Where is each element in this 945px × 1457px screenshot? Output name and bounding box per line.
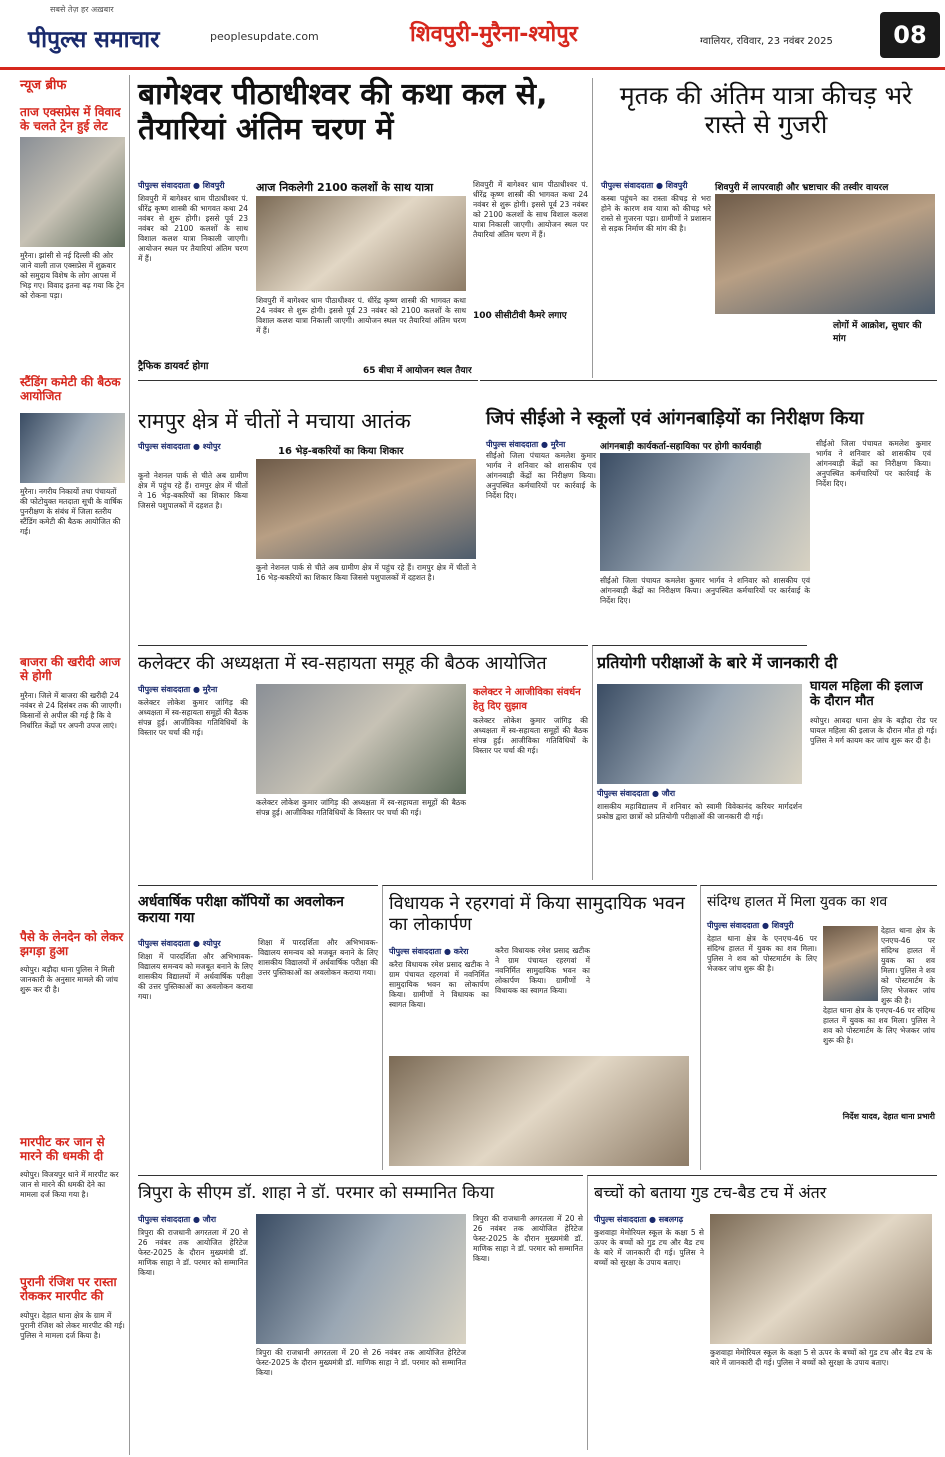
story-text: सीईओ जिला पंचायत कमलेश कुमार भार्गव ने शनिवार को शासकीय एवं आंगनबाड़ी केंद्रों का निरीक्षण किया। अनुपस्थित कर्मचारियों पर कार्रवाई के निर्देश दिए। (816, 439, 931, 488)
story-text: करैरा विधायक रमेश प्रसाद खटीक ने ग्राम पंचायत रहरगवां में नवनिर्मित सामुदायिक भवन का लोकार्पण किया। ग्रामीणों ने विधायक का स्वागत किया। (389, 960, 489, 1009)
ghayal-story (810, 680, 937, 880)
byline: पीपुल्स संवाददाता ● शिवपुरी (601, 181, 688, 190)
rampur-story (138, 380, 478, 640)
headline: अर्धवार्षिक परीक्षा कॉपियों का अवलोकन कराया गया (138, 894, 344, 927)
brief-text: मुरैना। झांसी से नई दिल्ली की ओर जाने वाली ताज एक्सप्रेस में शुक्रवार को समुदाय विशेष के लोग आपस में भिड़ गए। विवाद इतना बढ़ गया कि ट्रेन को रोकना पड़ा। (20, 251, 125, 300)
dateline: ग्वालियर, रविवार, 23 नवंबर 2025 (700, 36, 833, 47)
byline: पीपुल्स संवाददाता ● शिवपुरी (707, 921, 794, 930)
tripura-story (138, 1175, 583, 1450)
sub-heading: 65 बीघा में आयोजन स्थल तैयार (363, 366, 472, 376)
brief-title: पैसे के लेनदेन को लेकर झगड़ा हुआ (20, 930, 124, 958)
news-brief-column (20, 75, 130, 1455)
brief-text: मुरैना। नगरीय निकायों तथा पंचायतों की फोटोयुक्त मतदाता सूची के वार्षिक पुनरीक्षण के संबंध में जिला स्तरीय स्टैंडिंग कमेटी की बैठक आयोजित की गई। (20, 487, 123, 536)
bacchon-story (587, 1175, 937, 1450)
photo-caption: शिवपुरी में लापरवाही और भ्रष्टाचार की तस्वीर वायरल (715, 183, 889, 193)
vidhayak-story (382, 885, 697, 1170)
brief-text: मुरैना। जिले में बाजरा की खरीदी 24 नवंबर से 24 दिसंबर तक की जाएगी। किसानों से अपील की गई है कि वे निर्धारित केंद्रों पर अपनी उपज लाएं। (20, 691, 122, 730)
photo-caption: आंगनबाड़ी कार्यकर्ता-सहायिका पर होगी कार्यवाही (600, 442, 762, 452)
headline: कलेक्टर की अध्यक्षता में स्व-सहायता समूह की बैठक आयोजित (138, 653, 547, 674)
story-text: कुशवाहा मेमोरियल स्कूल के कक्षा 5 से ऊपर के बच्चों को गुड टच और बैड टच के बारे में जानकारी दी गई। पुलिस ने बच्चों को सुरक्षा के उपाय बताए। (594, 1228, 704, 1267)
victim-photo (823, 926, 878, 1001)
byline: पीपुल्स संवाददाता ● श्योपुर (138, 939, 221, 948)
byline: पीपुल्स संवाददाता ● मुरैना (486, 440, 566, 449)
story-text: सीईओ जिला पंचायत कमलेश कुमार भार्गव ने शनिवार को शासकीय एवं आंगनबाड़ी केंद्रों का निरीक्षण किया। अनुपस्थित कर्मचारियों पर कार्रवाई के निर्देश दिए। (486, 451, 596, 500)
seminar-photo (597, 684, 802, 784)
story-text: शिक्षा में पारदर्शिता और अभिभावक-विद्यालय समन्वय को मजबूत बनाने के लिए शासकीय विद्यालयों में अर्धवार्षिक परीक्षा की उत्तर पुस्तिकाओं का अवलोकन कराया गया। (258, 938, 378, 977)
story-text: त्रिपुरा की राजधानी अगरतला में 20 से 26 नवंबर तक आयोजित हेरिटेज फेस्ट-2025 के दौरान मुख्यमंत्री डॉ. माणिक साहा ने डॉ. परमार को सम्मानित किया। (256, 1348, 466, 1377)
byline: पीपुल्स संवाददाता ● श्योपुर (138, 442, 221, 451)
headline: त्रिपुरा के सीएम डॉ. शाहा ने डॉ. परमार को सम्मानित किया (138, 1183, 494, 1203)
ceremony-photo (256, 1214, 466, 1344)
brief-title: ताज एक्सप्रेस में विवाद के चलते ट्रेन हुई लेट (20, 105, 121, 133)
tagline: सबसे तेज़ हर अख़बार (50, 5, 114, 14)
story-text: त्रिपुरा की राजधानी अगरतला में 20 से 26 नवंबर तक आयोजित हेरिटेज फेस्ट-2025 के दौरान मुख्यमंत्री डॉ. माणिक साहा ने डॉ. परमार को सम्मानित किया। (473, 1214, 583, 1263)
story-text: करैरा विधायक रमेश प्रसाद खटीक ने ग्राम पंचायत रहरगवां में नवनिर्मित सामुदायिक भवन का लोकार्पण किया। ग्रामीणों ने विधायक का स्वागत किया। (495, 946, 590, 995)
masthead (0, 0, 945, 70)
story-text: कलेक्टर लोकेश कुमार जांगिड़ की अध्यक्षता में स्व-सहायता समूहों की बैठक संपन्न हुई। आजीविका गतिविधियों के विस्तार पर चर्चा की गई। (138, 698, 248, 737)
sub-heading: लोगों में आक्रोश, सुधार की मांग (833, 321, 922, 344)
sub-heading: कलेक्टर ने आजीविका संवर्धन हेतु दिए सुझाव (473, 687, 581, 712)
anganwadi-photo (600, 453, 810, 571)
brief-text: श्योपुर। देहात थाना क्षेत्र के ग्राम में पुरानी रंजिश को लेकर मारपीट की गई। पुलिस ने मामला दर्ज किया है। (20, 1311, 125, 1340)
meeting-photo (20, 413, 125, 483)
byline: पीपुल्स संवाददाता ● सबलगढ़ (594, 1215, 684, 1224)
story-text: कलेक्टर लोकेश कुमार जांगिड़ की अध्यक्षता में स्व-सहायता समूहों की बैठक संपन्न हुई। आजीविका गतिविधियों के विस्तार पर चर्चा की गई। (473, 716, 588, 755)
brief-text: श्योपुर। विजयपुर थाने में मारपीट कर जान से मारने की धमकी देने का मामला दर्ज किया गया है। (20, 1170, 119, 1199)
headline: बागेश्वर पीठाधीश्वर की कथा कल से, तैयारियां अंतिम चरण में (138, 77, 548, 147)
students-photo (710, 1214, 932, 1344)
ardh-story (138, 885, 378, 1170)
headline: विधायक ने रहरगवां में किया सामुदायिक भवन का लोकार्पण (389, 893, 685, 935)
reporter-name: निर्देश यादव, देहात थाना प्रभारी (842, 1112, 935, 1121)
inauguration-photo (389, 1056, 689, 1166)
brief-title: स्टैंडिंग कमेटी की बैठक आयोजित (20, 375, 121, 403)
muddy-road-photo (715, 194, 935, 314)
story-text: शिवपुरी में बागेश्वर धाम पीठाधीश्वर पं. धीरेंद्र कृष्ण शास्त्री की भागवत कथा 24 नवंबर से शुरू होगी। इससे पूर्व 23 नवंबर को 2100 कलशों के साथ विशाल कलश यात्रा निकाली जाएगी। आयोजन स्थल पर तैयारियां अंतिम चरण में हैं। (256, 296, 466, 335)
mritak-story (592, 78, 937, 378)
page-number: 08 (880, 12, 940, 58)
byline: पीपुल्स संवाददाता ● मुरैना (138, 685, 218, 694)
edition-title: शिवपुरी-मुरैना-श्योपुर (410, 22, 578, 47)
story-text: शिक्षा में पारदर्शिता और अभिभावक-विद्यालय समन्वय को मजबूत बनाने के लिए शासकीय विद्यालयों में अर्धवार्षिक परीक्षा की उत्तर पुस्तिकाओं का अवलोकन कराया गया। (138, 952, 253, 1001)
headline: जिपं सीईओ ने स्कूलों एवं आंगनबाड़ियों का निरीक्षण किया (486, 408, 864, 429)
story-text: कस्बा पहुंचने का रास्ता कीचड़ से भरा होने के कारण शव यात्रा को कीचड़ भरे रास्ते से गुजरना पड़ा। ग्रामीणों ने प्रशासन से सड़क निर्माण की मांग की है। (601, 194, 711, 233)
jilap-story (480, 380, 937, 640)
brief-title: पुरानी रंजिश पर रास्ता रोककर मारपीट की (20, 1275, 117, 1303)
story-text: शिवपुरी में बागेश्वर धाम पीठाधीश्वर पं. धीरेंद्र कृष्ण शास्त्री की भागवत कथा 24 नवंबर से शुरू होगी। इससे पूर्व 23 नवंबर को 2100 कलशों के साथ विशाल कलश यात्रा निकाली जाएगी। आयोजन स्थल पर तैयारियां अंतिम चरण में हैं। (473, 180, 588, 239)
brief-title: बाजरा की खरीदी आज से होगी (20, 655, 121, 683)
meeting-photo (256, 684, 466, 794)
story-text: शासकीय महाविद्यालय में शनिवार को स्वामी विवेकानंद करियर मार्गदर्शन प्रकोष्ठ द्वारा छात्रों को प्रतियोगी परीक्षाओं की जानकारी दी गई। (597, 802, 802, 821)
story-text: कुशवाहा मेमोरियल स्कूल के कक्षा 5 से ऊपर के बच्चों को गुड टच और बैड टच के बारे में जानकारी दी गई। पुलिस ने बच्चों को सुरक्षा के उपाय बताए। (710, 1348, 932, 1367)
byline: पीपुल्स संवाददाता ● जौरा (597, 789, 676, 798)
story-text: कूनो नेशनल पार्क से चीते अब ग्रामीण क्षेत्र में पहुंच रहे हैं। रामपुर क्षेत्र में चीतों ने 16 भेड़-बकरियों का शिकार किया जिससे पशुपालकों में दहशत है। (256, 563, 476, 582)
story-text: शिवपुरी में बागेश्वर धाम पीठाधीश्वर पं. धीरेंद्र कृष्ण शास्त्री की भागवत कथा 24 नवंबर से शुरू होगी। इससे पूर्व 23 नवंबर को 2100 कलशों के साथ विशाल कलश यात्रा निकाली जाएगी। आयोजन स्थल पर तैयारियां अंतिम चरण में हैं। (138, 194, 248, 263)
headline: बच्चों को बताया गुड टच-बैड टच में अंतर (594, 1183, 827, 1202)
headline: प्रतियोगी परीक्षाओं के बारे में जानकारी दी (597, 653, 838, 672)
byline: पीपुल्स संवाददाता ● करेरा (389, 947, 469, 956)
story-text: देहात थाना क्षेत्र के एनएच-46 पर संदिग्ध हालत में युवक का शव मिला। पुलिस ने शव को पोस्टमार्टम के लिए भेजकर जांच शुरू की है। (823, 1006, 935, 1045)
kalash-photo (256, 196, 466, 291)
collector-story (138, 645, 588, 880)
story-text: सीईओ जिला पंचायत कमलेश कुमार भार्गव ने शनिवार को शासकीय एवं आंगनबाड़ी केंद्रों का निरीक्षण किया। अनुपस्थित कर्मचारियों पर कार्रवाई के निर्देश दिए। (600, 576, 810, 605)
story-text: त्रिपुरा की राजधानी अगरतला में 20 से 26 नवंबर तक आयोजित हेरिटेज फेस्ट-2025 के दौरान मुख्यमंत्री डॉ. माणिक साहा ने डॉ. परमार को सम्मानित किया। (138, 1228, 248, 1277)
newspaper-logo: पीपुल्स समाचार (28, 27, 160, 53)
story-text: देहात थाना क्षेत्र के एनएच-46 पर संदिग्ध हालत में युवक का शव मिला। पुलिस ने शव को पोस्टमार्टम के लिए भेजकर जांच शुरू की है। (707, 934, 817, 973)
train-photo (20, 137, 125, 247)
headline: रामपुर क्षेत्र में चीतों ने मचाया आतंक (138, 409, 411, 433)
brief-title: मारपीट कर जान से मारने की धमकी दी (20, 1135, 105, 1163)
story-text: श्योपुर। आवदा थाना क्षेत्र के बड़ौदा रोड पर घायल महिला की इलाज के दौरान मौत हो गई। पुलिस ने मर्ग कायम कर जांच शुरू कर दी है। (810, 716, 937, 745)
sheep-photo (256, 459, 476, 559)
brief-text: श्योपुर। बड़ौदा थाना पुलिस ने मिली जानकारी के अनुसार मामले की जांच शुरू कर दी है। (20, 965, 119, 994)
story-text: कलेक्टर लोकेश कुमार जांगिड़ की अध्यक्षता में स्व-सहायता समूहों की बैठक संपन्न हुई। आजीविका गतिविधियों के विस्तार पर चर्चा की गई। (256, 798, 466, 817)
headline: घायल महिला की इलाज के दौरान मौत (810, 679, 923, 709)
website-url[interactable]: peoplesupdate.com (210, 30, 319, 43)
story-text: देहात थाना क्षेत्र के एनएच-46 पर संदिग्ध हालत में युवक का शव मिला। पुलिस ने शव को पोस्टमार्टम के लिए भेजकर जांच शुरू की है। (881, 926, 935, 1005)
headline: मृतक की अंतिम यात्रा कीचड़ भरे रास्ते से गुजरी (619, 81, 913, 139)
sandigdh-story (700, 885, 937, 1170)
sub-heading: 100 सीसीटीवी कैमरे लगाए (473, 311, 567, 321)
sub-heading: ट्रैफिक डायवर्ट होगा (138, 361, 209, 372)
photo-caption: 16 भेड़-बकरियों का किया शिकार (278, 446, 404, 457)
pratiyogi-story (592, 645, 838, 880)
bageshwar-story (138, 78, 588, 378)
story-text: कूनो नेशनल पार्क से चीते अब ग्रामीण क्षेत्र में पहुंच रहे हैं। रामपुर क्षेत्र में चीतों ने 16 भेड़-बकरियों का शिकार किया जिससे पशुपालकों में दहशत है। (138, 471, 248, 510)
byline: पीपुल्स संवाददाता ● शिवपुरी (138, 181, 225, 190)
section-title: न्यूज ब्रीफ (20, 78, 67, 93)
headline: संदिग्ध हालत में मिला युवक का शव (707, 894, 888, 910)
photo-caption: आज निकलेगी 2100 कलशों के साथ यात्रा (256, 181, 434, 194)
byline: पीपुल्स संवाददाता ● जौरा (138, 1215, 217, 1224)
